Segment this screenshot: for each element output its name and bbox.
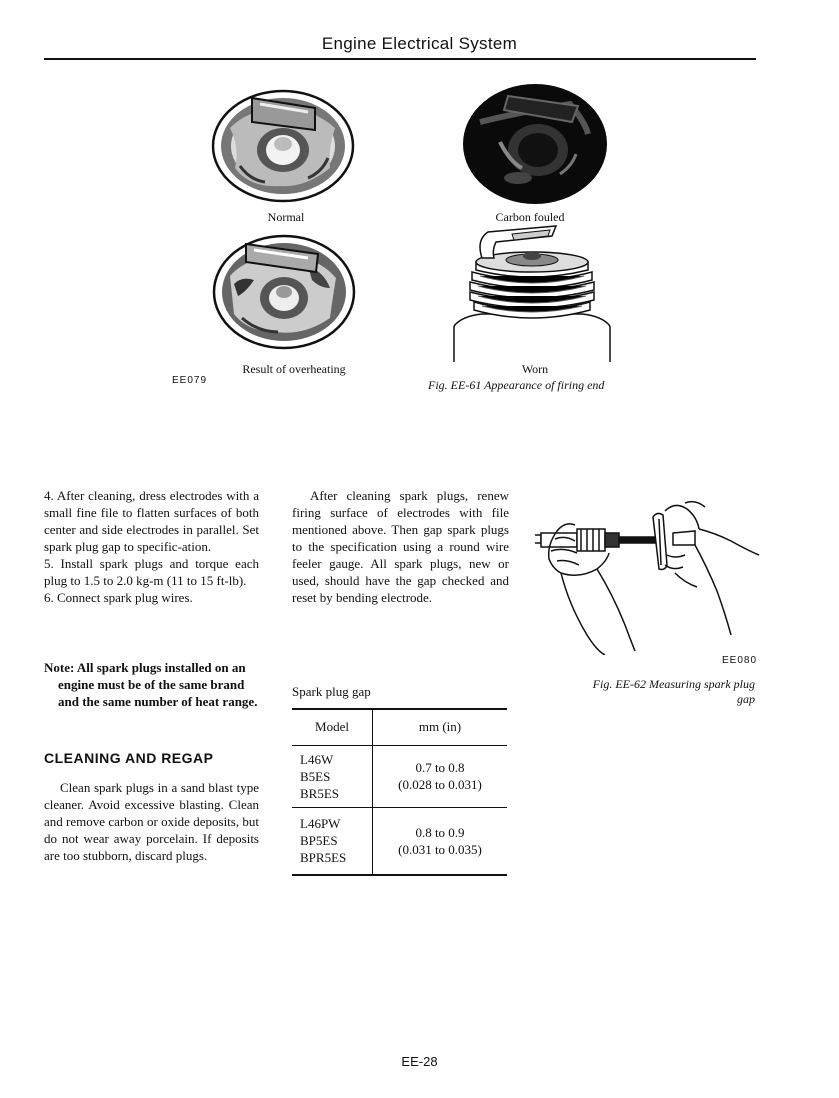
- figure-code-ee079: EE079: [172, 375, 208, 386]
- overheating-plug-photo: [212, 232, 358, 352]
- page-title: Engine Electrical System: [321, 34, 518, 53]
- carbon-fouled-label: Carbon fouled: [495, 210, 565, 224]
- note-line-3: and the same number of heat range.: [58, 694, 258, 709]
- gap-in: (0.031 to 0.035): [398, 841, 482, 857]
- table-title: Spark plug gap: [292, 684, 371, 699]
- column-header-gap: mm (in): [373, 709, 508, 745]
- gap-mm: 0.7 to 0.8: [415, 760, 465, 775]
- gap-mm: 0.8 to 0.9: [415, 824, 465, 840]
- note-block: [44, 659, 264, 710]
- normal-plug-photo: [210, 88, 360, 208]
- figure-ee61-caption: Fig. EE-61 Appearance of firing end: [428, 378, 605, 392]
- gap-in: (0.028 to 0.031): [398, 777, 482, 792]
- feeler-gauge-illustration: [535, 495, 760, 655]
- page-number: EE-28: [401, 1054, 438, 1069]
- gap-cell: [373, 807, 508, 875]
- overheating-label: Result of overheating: [242, 362, 346, 376]
- section-heading: CLEANING AND REGAP: [44, 750, 214, 766]
- note-line-1: Note: All spark plugs installed on an: [44, 660, 246, 675]
- column-header-model: Model: [292, 709, 373, 745]
- model-name: L46PW: [300, 816, 341, 832]
- table-header-row: [292, 709, 507, 745]
- note-line-2: engine must be of the same brand: [58, 677, 245, 692]
- cleaning-paragraph: Clean spark plugs in a sand blast type cleaner. Avoid excessive blasting. Clean and remove carbon or oxide deposits, but do not wear away porcelain. If deposits are too stubborn, discard plugs.: [44, 780, 259, 863]
- regap-paragraph: After cleaning spark plugs, renew firing surface of electrodes with file mentioned above. Then gap spark plugs to the specification using a round wire feeler gauge. All spark plugs, new or used, should have the gap checked and reset by bending electrode.: [292, 488, 509, 605]
- worn-plug-drawing: [452, 222, 617, 364]
- figure-code-ee080: EE080: [722, 655, 758, 666]
- model-name: B5ES: [300, 768, 331, 784]
- table-row: [292, 807, 507, 875]
- gap-cell: [373, 745, 508, 807]
- normal-label: Normal: [267, 210, 305, 224]
- model-name: BP5ES: [300, 833, 338, 849]
- model-name: BPR5ES: [300, 850, 347, 866]
- model-name: BR5ES: [300, 785, 340, 801]
- caption-line-1: Fig. EE-62 Measuring spark plug: [592, 677, 755, 691]
- carbon-fouled-plug-photo: [460, 82, 610, 210]
- model-cell: [292, 807, 373, 875]
- instruction-step-4: 4. After cleaning, dress electrodes with a small fine file to flatten surfaces of both center and side electrodes in parallel. Set spark plug gap to specific-ation.: [44, 488, 259, 554]
- figure-ee62-caption: [545, 677, 755, 707]
- caption-line-2: gap: [737, 692, 755, 706]
- spark-plug-gap-table: [292, 708, 507, 876]
- model-cell: [292, 745, 373, 807]
- table-row: [292, 745, 507, 807]
- instructions-list: [44, 487, 259, 606]
- header-divider: [44, 58, 756, 60]
- instruction-step-5: 5. Install spark plugs and torque each plug to 1.5 to 2.0 kg-m (11 to 15 ft-lb).: [44, 556, 259, 588]
- model-name: L46W: [300, 751, 334, 767]
- instruction-step-6: 6. Connect spark plug wires.: [44, 590, 193, 605]
- worn-label: Worn: [521, 362, 549, 376]
